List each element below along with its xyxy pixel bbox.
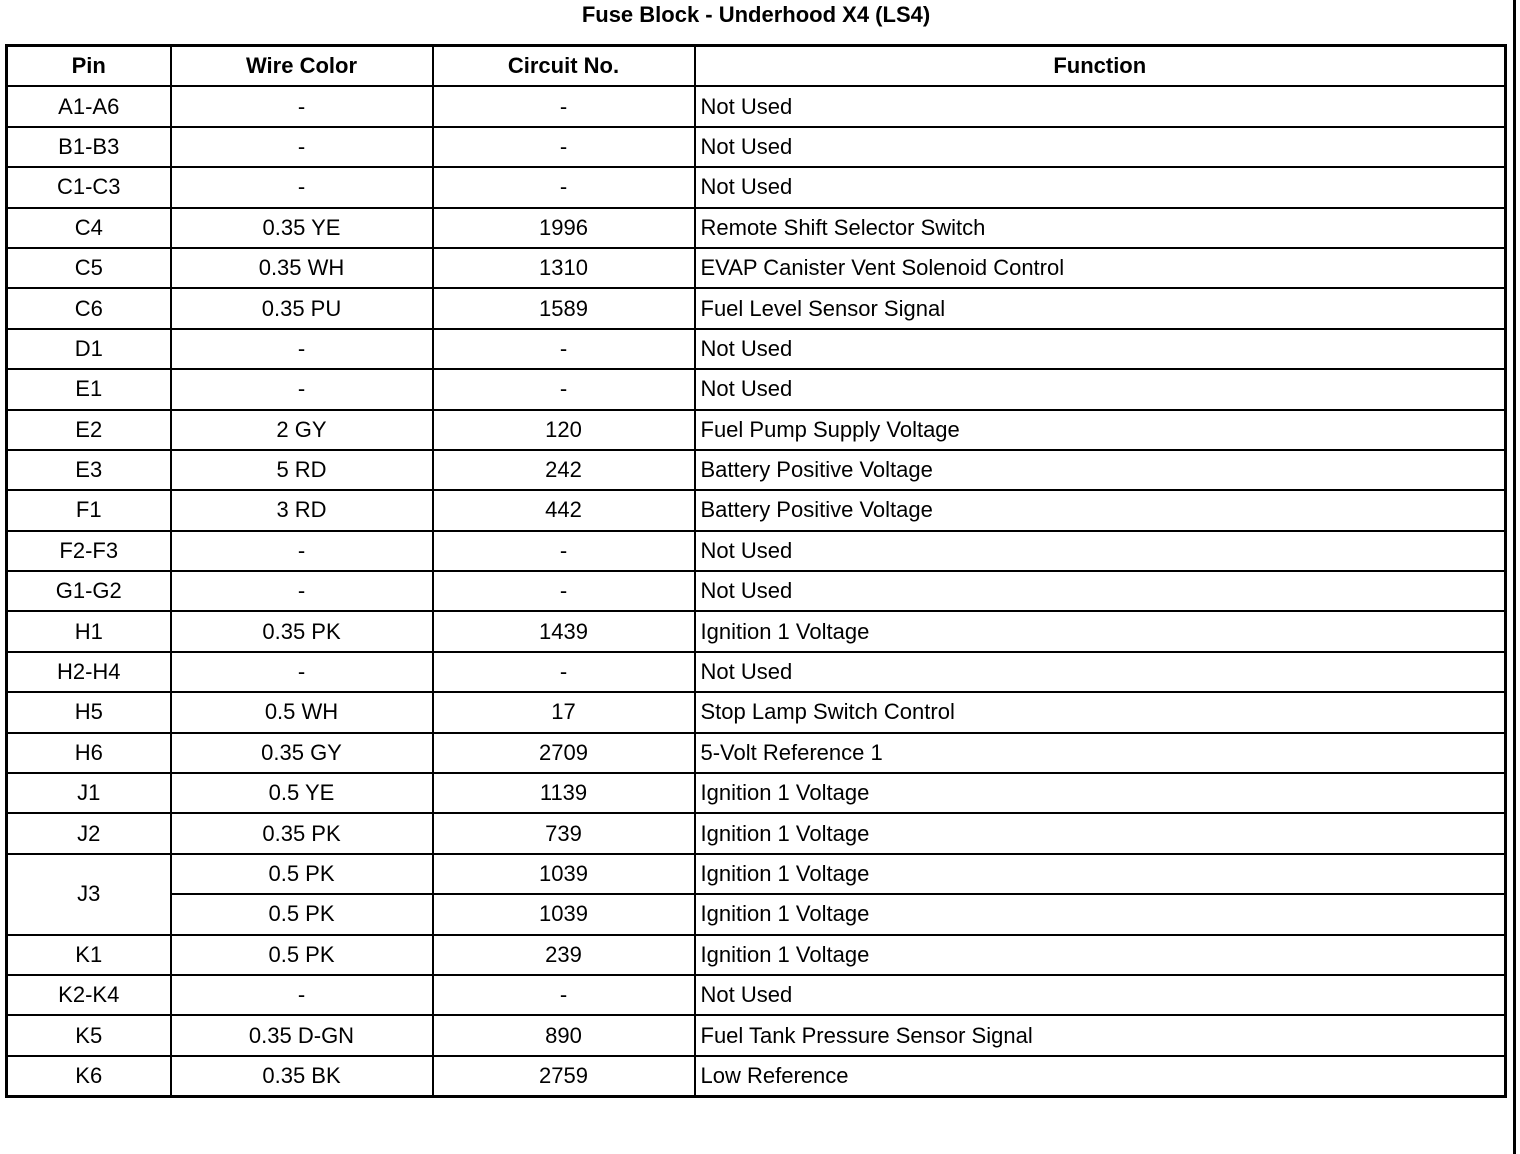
pin-cell: K2-K4 <box>7 975 171 1015</box>
pin-cell: E2 <box>7 410 171 450</box>
function-cell: Battery Positive Voltage <box>695 450 1506 490</box>
pin-cell: K5 <box>7 1015 171 1055</box>
table-row <box>7 611 1506 651</box>
header-function: Function <box>695 46 1506 87</box>
wire-color-cell: 0.35 PK <box>171 611 433 651</box>
function-cell: Not Used <box>695 86 1506 126</box>
function-cell: Low Reference <box>695 1056 1506 1097</box>
circuit-cell: 1589 <box>433 288 695 328</box>
wire-color-cell: 0.5 PK <box>171 894 433 934</box>
circuit-cell: - <box>433 167 695 207</box>
function-cell: Not Used <box>695 369 1506 409</box>
function-cell: Not Used <box>695 652 1506 692</box>
circuit-cell: 1039 <box>433 894 695 934</box>
table-row <box>7 86 1506 126</box>
table-row <box>7 813 1506 853</box>
function-cell: Stop Lamp Switch Control <box>695 692 1506 732</box>
circuit-cell: 2759 <box>433 1056 695 1097</box>
circuit-cell: - <box>433 571 695 611</box>
circuit-cell: 239 <box>433 935 695 975</box>
page-title: Fuse Block - Underhood X4 (LS4) <box>581 2 931 27</box>
wire-color-cell: 5 RD <box>171 450 433 490</box>
table-row <box>7 652 1506 692</box>
function-cell: Fuel Level Sensor Signal <box>695 288 1506 328</box>
circuit-cell: 1139 <box>433 773 695 813</box>
pin-cell: C6 <box>7 288 171 328</box>
circuit-cell: 1039 <box>433 854 695 894</box>
function-cell: Ignition 1 Voltage <box>695 854 1506 894</box>
header-wire-color: Wire Color <box>171 46 433 87</box>
wire-color-cell: 3 RD <box>171 490 433 530</box>
table-row <box>7 733 1506 773</box>
circuit-cell: - <box>433 975 695 1015</box>
table-row <box>7 208 1506 248</box>
circuit-cell: 1310 <box>433 248 695 288</box>
pin-cell: H5 <box>7 692 171 732</box>
pin-cell: H1 <box>7 611 171 651</box>
header-pin: Pin <box>7 46 171 87</box>
pin-cell: C5 <box>7 248 171 288</box>
wire-color-cell: 0.5 PK <box>171 854 433 894</box>
circuit-cell: - <box>433 531 695 571</box>
wire-color-cell: 0.35 BK <box>171 1056 433 1097</box>
circuit-cell: - <box>433 329 695 369</box>
wire-color-cell: - <box>171 975 433 1015</box>
circuit-cell: - <box>433 86 695 126</box>
wire-color-cell: - <box>171 329 433 369</box>
wire-color-cell: 0.35 D-GN <box>171 1015 433 1055</box>
header-row <box>7 46 1506 87</box>
table-row <box>7 854 1506 894</box>
circuit-cell: 242 <box>433 450 695 490</box>
wire-color-cell: - <box>171 369 433 409</box>
pin-cell: E1 <box>7 369 171 409</box>
function-cell: Ignition 1 Voltage <box>695 935 1506 975</box>
table-row <box>7 329 1506 369</box>
wire-color-cell: - <box>171 531 433 571</box>
table-row <box>7 1015 1506 1055</box>
pin-cell: D1 <box>7 329 171 369</box>
function-cell: Ignition 1 Voltage <box>695 773 1506 813</box>
pin-cell: F1 <box>7 490 171 530</box>
wire-color-cell: - <box>171 652 433 692</box>
pin-cell: H2-H4 <box>7 652 171 692</box>
wire-color-cell: 0.35 WH <box>171 248 433 288</box>
table-row <box>7 288 1506 328</box>
wire-color-cell: - <box>171 167 433 207</box>
header-circuit: Circuit No. <box>433 46 695 87</box>
function-cell: Remote Shift Selector Switch <box>695 208 1506 248</box>
pin-cell: F2-F3 <box>7 531 171 571</box>
function-cell: Fuel Pump Supply Voltage <box>695 410 1506 450</box>
function-cell: 5-Volt Reference 1 <box>695 733 1506 773</box>
pinout-table <box>5 44 1507 1098</box>
wire-color-cell: - <box>171 127 433 167</box>
function-cell: Not Used <box>695 571 1506 611</box>
wire-color-cell: 0.35 GY <box>171 733 433 773</box>
table-row <box>7 167 1506 207</box>
circuit-cell: 17 <box>433 692 695 732</box>
pin-cell: J2 <box>7 813 171 853</box>
table-row <box>7 894 1506 934</box>
function-cell: Not Used <box>695 127 1506 167</box>
wire-color-cell: 0.5 PK <box>171 935 433 975</box>
circuit-cell: 1439 <box>433 611 695 651</box>
table-row <box>7 127 1506 167</box>
circuit-cell: - <box>433 652 695 692</box>
table-row <box>7 692 1506 732</box>
circuit-cell: 120 <box>433 410 695 450</box>
wire-color-cell: 0.35 PU <box>171 288 433 328</box>
pin-cell: J1 <box>7 773 171 813</box>
function-cell: Not Used <box>695 975 1506 1015</box>
function-cell: Ignition 1 Voltage <box>695 611 1506 651</box>
wire-color-cell: 0.35 YE <box>171 208 433 248</box>
table-row <box>7 935 1506 975</box>
table-row <box>7 490 1506 530</box>
pin-cell: G1-G2 <box>7 571 171 611</box>
wire-color-cell: 2 GY <box>171 410 433 450</box>
pin-cell: C1-C3 <box>7 167 171 207</box>
wire-color-cell: 0.35 PK <box>171 813 433 853</box>
wire-color-cell: - <box>171 86 433 126</box>
table-row <box>7 975 1506 1015</box>
pin-cell: J3 <box>7 854 171 935</box>
circuit-cell: 2709 <box>433 733 695 773</box>
pin-cell: H6 <box>7 733 171 773</box>
pin-cell: K1 <box>7 935 171 975</box>
table-row <box>7 248 1506 288</box>
function-cell: Not Used <box>695 531 1506 571</box>
function-cell: Not Used <box>695 329 1506 369</box>
circuit-cell: - <box>433 369 695 409</box>
pin-cell: C4 <box>7 208 171 248</box>
table-row <box>7 369 1506 409</box>
pin-cell: E3 <box>7 450 171 490</box>
table-row <box>7 571 1506 611</box>
wire-color-cell: 0.5 YE <box>171 773 433 813</box>
pin-cell: A1-A6 <box>7 86 171 126</box>
function-cell: Not Used <box>695 167 1506 207</box>
function-cell: Battery Positive Voltage <box>695 490 1506 530</box>
function-cell: Ignition 1 Voltage <box>695 813 1506 853</box>
page-edge-rule <box>1513 0 1516 1154</box>
function-cell: EVAP Canister Vent Solenoid Control <box>695 248 1506 288</box>
function-cell: Fuel Tank Pressure Sensor Signal <box>695 1015 1506 1055</box>
pin-cell: K6 <box>7 1056 171 1097</box>
wire-color-cell: 0.5 WH <box>171 692 433 732</box>
wire-color-cell: - <box>171 571 433 611</box>
circuit-cell: 890 <box>433 1015 695 1055</box>
function-cell: Ignition 1 Voltage <box>695 894 1506 934</box>
circuit-cell: - <box>433 127 695 167</box>
pin-cell: B1-B3 <box>7 127 171 167</box>
table-row <box>7 1056 1506 1097</box>
circuit-cell: 739 <box>433 813 695 853</box>
table-row <box>7 531 1506 571</box>
table-row <box>7 450 1506 490</box>
table-row <box>7 773 1506 813</box>
circuit-cell: 442 <box>433 490 695 530</box>
circuit-cell: 1996 <box>433 208 695 248</box>
table-row <box>7 410 1506 450</box>
